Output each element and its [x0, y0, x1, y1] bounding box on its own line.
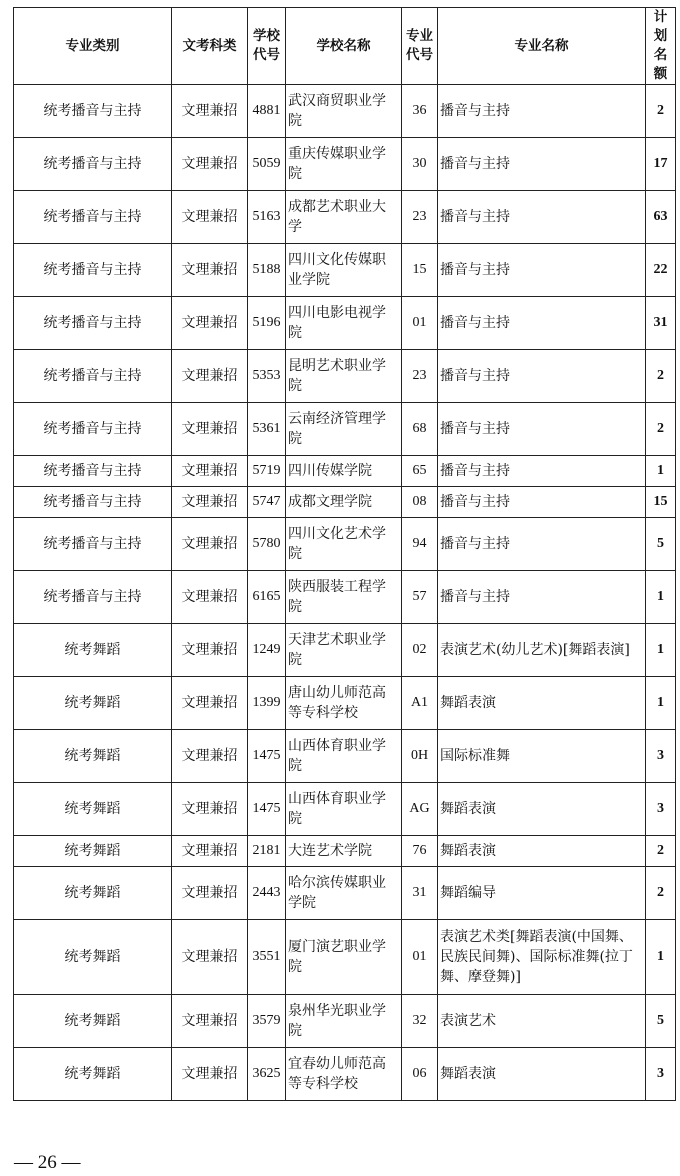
row-school-name: 泉州华光职业学院 — [286, 995, 402, 1048]
row-category: 统考舞蹈 — [14, 867, 172, 920]
row-major-name: 舞蹈表演 — [438, 836, 646, 867]
row-quota: 2 — [646, 85, 676, 138]
row-category: 统考舞蹈 — [14, 783, 172, 836]
row-major-name: 舞蹈编导 — [438, 867, 646, 920]
row-quota: 31 — [646, 297, 676, 350]
row-category: 统考播音与主持 — [14, 487, 172, 518]
row-quota: 2 — [646, 350, 676, 403]
row-category: 统考舞蹈 — [14, 995, 172, 1048]
row-school-code: 3579 — [248, 995, 286, 1048]
row-school-code: 4881 — [248, 85, 286, 138]
row-exam-type: 文理兼招 — [172, 191, 248, 244]
row-major-code: 76 — [402, 836, 438, 867]
row-exam-type: 文理兼招 — [172, 571, 248, 624]
table-row — [14, 487, 676, 518]
row-school-code: 2443 — [248, 867, 286, 920]
row-school-name: 陕西服装工程学院 — [286, 571, 402, 624]
row-school-code: 2181 — [248, 836, 286, 867]
row-school-name: 四川文化艺术学院 — [286, 518, 402, 571]
header-school-code: 学校代号 — [248, 8, 286, 85]
table-row — [14, 783, 676, 836]
header-major-code: 专业代号 — [402, 8, 438, 85]
row-major-code: 31 — [402, 867, 438, 920]
table-row — [14, 456, 676, 487]
table-row — [14, 571, 676, 624]
table-body — [14, 85, 676, 1101]
row-school-code: 5719 — [248, 456, 286, 487]
row-exam-type: 文理兼招 — [172, 518, 248, 571]
row-category: 统考播音与主持 — [14, 403, 172, 456]
table-row — [14, 297, 676, 350]
row-major-code: 32 — [402, 995, 438, 1048]
row-category: 统考播音与主持 — [14, 350, 172, 403]
table-row — [14, 350, 676, 403]
row-major-name: 舞蹈表演 — [438, 1048, 646, 1101]
row-exam-type: 文理兼招 — [172, 920, 248, 995]
row-major-name: 播音与主持 — [438, 571, 646, 624]
row-exam-type: 文理兼招 — [172, 403, 248, 456]
row-category: 统考舞蹈 — [14, 624, 172, 677]
row-school-name: 哈尔滨传媒职业学院 — [286, 867, 402, 920]
row-quota: 63 — [646, 191, 676, 244]
admission-plan-table — [13, 7, 676, 1101]
table-row — [14, 920, 676, 995]
row-major-code: 02 — [402, 624, 438, 677]
row-major-name: 舞蹈表演 — [438, 677, 646, 730]
row-category: 统考舞蹈 — [14, 836, 172, 867]
header-category: 专业类别 — [14, 8, 172, 85]
row-major-name: 国际标准舞 — [438, 730, 646, 783]
row-major-name: 播音与主持 — [438, 297, 646, 350]
row-quota: 5 — [646, 518, 676, 571]
row-category: 统考播音与主持 — [14, 85, 172, 138]
row-quota: 1 — [646, 920, 676, 995]
row-school-name: 成都文理学院 — [286, 487, 402, 518]
table-row — [14, 191, 676, 244]
table-row — [14, 518, 676, 571]
row-category: 统考舞蹈 — [14, 1048, 172, 1101]
row-quota: 3 — [646, 783, 676, 836]
row-school-code: 6165 — [248, 571, 286, 624]
row-major-code: 57 — [402, 571, 438, 624]
row-exam-type: 文理兼招 — [172, 677, 248, 730]
header-school-name: 学校名称 — [286, 8, 402, 85]
row-exam-type: 文理兼招 — [172, 836, 248, 867]
row-school-name: 厦门演艺职业学院 — [286, 920, 402, 995]
row-quota: 15 — [646, 487, 676, 518]
row-school-code: 3551 — [248, 920, 286, 995]
table-header-row — [14, 8, 676, 85]
table-row — [14, 677, 676, 730]
row-exam-type: 文理兼招 — [172, 867, 248, 920]
row-school-name: 唐山幼儿师范高等专科学校 — [286, 677, 402, 730]
table-row — [14, 244, 676, 297]
row-category: 统考播音与主持 — [14, 297, 172, 350]
row-major-code: 0H — [402, 730, 438, 783]
table-row — [14, 995, 676, 1048]
row-major-code: 65 — [402, 456, 438, 487]
table-row — [14, 730, 676, 783]
row-school-code: 5780 — [248, 518, 286, 571]
row-major-code: 08 — [402, 487, 438, 518]
row-school-code: 5361 — [248, 403, 286, 456]
table-row — [14, 1048, 676, 1101]
table-row — [14, 403, 676, 456]
row-major-name: 舞蹈表演 — [438, 783, 646, 836]
row-school-code: 1475 — [248, 783, 286, 836]
row-category: 统考播音与主持 — [14, 456, 172, 487]
row-school-name: 山西体育职业学院 — [286, 783, 402, 836]
row-exam-type: 文理兼招 — [172, 297, 248, 350]
row-quota: 3 — [646, 730, 676, 783]
row-major-name: 表演艺术(幼儿艺术)[舞蹈表演] — [438, 624, 646, 677]
row-school-code: 5196 — [248, 297, 286, 350]
row-category: 统考播音与主持 — [14, 191, 172, 244]
row-major-code: A1 — [402, 677, 438, 730]
row-school-name: 宜春幼儿师范高等专科学校 — [286, 1048, 402, 1101]
row-quota: 1 — [646, 677, 676, 730]
row-category: 统考舞蹈 — [14, 920, 172, 995]
row-quota: 1 — [646, 571, 676, 624]
page-number: — 26 — — [14, 1152, 81, 1173]
row-major-code: 15 — [402, 244, 438, 297]
row-school-code: 5188 — [248, 244, 286, 297]
row-category: 统考播音与主持 — [14, 518, 172, 571]
row-major-name: 播音与主持 — [438, 85, 646, 138]
row-school-name: 昆明艺术职业学院 — [286, 350, 402, 403]
row-major-code: 36 — [402, 85, 438, 138]
row-major-code: 68 — [402, 403, 438, 456]
row-school-code: 5163 — [248, 191, 286, 244]
row-category: 统考播音与主持 — [14, 138, 172, 191]
row-exam-type: 文理兼招 — [172, 783, 248, 836]
row-exam-type: 文理兼招 — [172, 487, 248, 518]
row-major-code: 01 — [402, 920, 438, 995]
row-major-code: 23 — [402, 350, 438, 403]
row-quota: 3 — [646, 1048, 676, 1101]
row-category: 统考播音与主持 — [14, 571, 172, 624]
row-major-code: 23 — [402, 191, 438, 244]
row-school-code: 5353 — [248, 350, 286, 403]
row-school-code: 5059 — [248, 138, 286, 191]
row-quota: 2 — [646, 867, 676, 920]
row-major-name: 播音与主持 — [438, 138, 646, 191]
row-school-name: 重庆传媒职业学院 — [286, 138, 402, 191]
row-exam-type: 文理兼招 — [172, 730, 248, 783]
table-row — [14, 836, 676, 867]
row-school-name: 成都艺术职业大学 — [286, 191, 402, 244]
row-major-code: AG — [402, 783, 438, 836]
row-school-name: 四川电影电视学院 — [286, 297, 402, 350]
row-category: 统考播音与主持 — [14, 244, 172, 297]
row-quota: 17 — [646, 138, 676, 191]
row-major-code: 01 — [402, 297, 438, 350]
row-quota: 1 — [646, 456, 676, 487]
header-major-name: 专业名称 — [438, 8, 646, 85]
row-school-name: 四川文化传媒职业学院 — [286, 244, 402, 297]
row-major-name: 播音与主持 — [438, 244, 646, 297]
table-row — [14, 867, 676, 920]
row-quota: 2 — [646, 403, 676, 456]
row-exam-type: 文理兼招 — [172, 350, 248, 403]
row-exam-type: 文理兼招 — [172, 138, 248, 191]
row-school-name: 武汉商贸职业学院 — [286, 85, 402, 138]
row-school-name: 大连艺术学院 — [286, 836, 402, 867]
row-major-name: 播音与主持 — [438, 403, 646, 456]
row-major-name: 播音与主持 — [438, 191, 646, 244]
row-exam-type: 文理兼招 — [172, 624, 248, 677]
row-school-name: 四川传媒学院 — [286, 456, 402, 487]
row-exam-type: 文理兼招 — [172, 244, 248, 297]
row-major-name: 表演艺术类[舞蹈表演(中国舞、民族民间舞)、国际标准舞(拉丁舞、摩登舞)] — [438, 920, 646, 995]
row-school-name: 山西体育职业学院 — [286, 730, 402, 783]
row-school-code: 1475 — [248, 730, 286, 783]
row-major-name: 表演艺术 — [438, 995, 646, 1048]
row-quota: 5 — [646, 995, 676, 1048]
row-exam-type: 文理兼招 — [172, 995, 248, 1048]
row-school-code: 5747 — [248, 487, 286, 518]
row-exam-type: 文理兼招 — [172, 456, 248, 487]
row-major-code: 30 — [402, 138, 438, 191]
row-major-code: 06 — [402, 1048, 438, 1101]
row-category: 统考舞蹈 — [14, 730, 172, 783]
row-quota: 2 — [646, 836, 676, 867]
row-quota: 22 — [646, 244, 676, 297]
row-major-name: 播音与主持 — [438, 487, 646, 518]
row-category: 统考舞蹈 — [14, 677, 172, 730]
row-major-name: 播音与主持 — [438, 518, 646, 571]
row-school-code: 3625 — [248, 1048, 286, 1101]
row-school-name: 云南经济管理学院 — [286, 403, 402, 456]
row-major-name: 播音与主持 — [438, 350, 646, 403]
row-exam-type: 文理兼招 — [172, 1048, 248, 1101]
row-quota: 1 — [646, 624, 676, 677]
row-school-code: 1399 — [248, 677, 286, 730]
row-major-code: 94 — [402, 518, 438, 571]
row-major-name: 播音与主持 — [438, 456, 646, 487]
header-exam-type: 文考科类 — [172, 8, 248, 85]
row-school-code: 1249 — [248, 624, 286, 677]
row-school-name: 天津艺术职业学院 — [286, 624, 402, 677]
header-quota: 计划名额 — [646, 8, 676, 85]
table-row — [14, 624, 676, 677]
table-row — [14, 85, 676, 138]
row-exam-type: 文理兼招 — [172, 85, 248, 138]
table-row — [14, 138, 676, 191]
